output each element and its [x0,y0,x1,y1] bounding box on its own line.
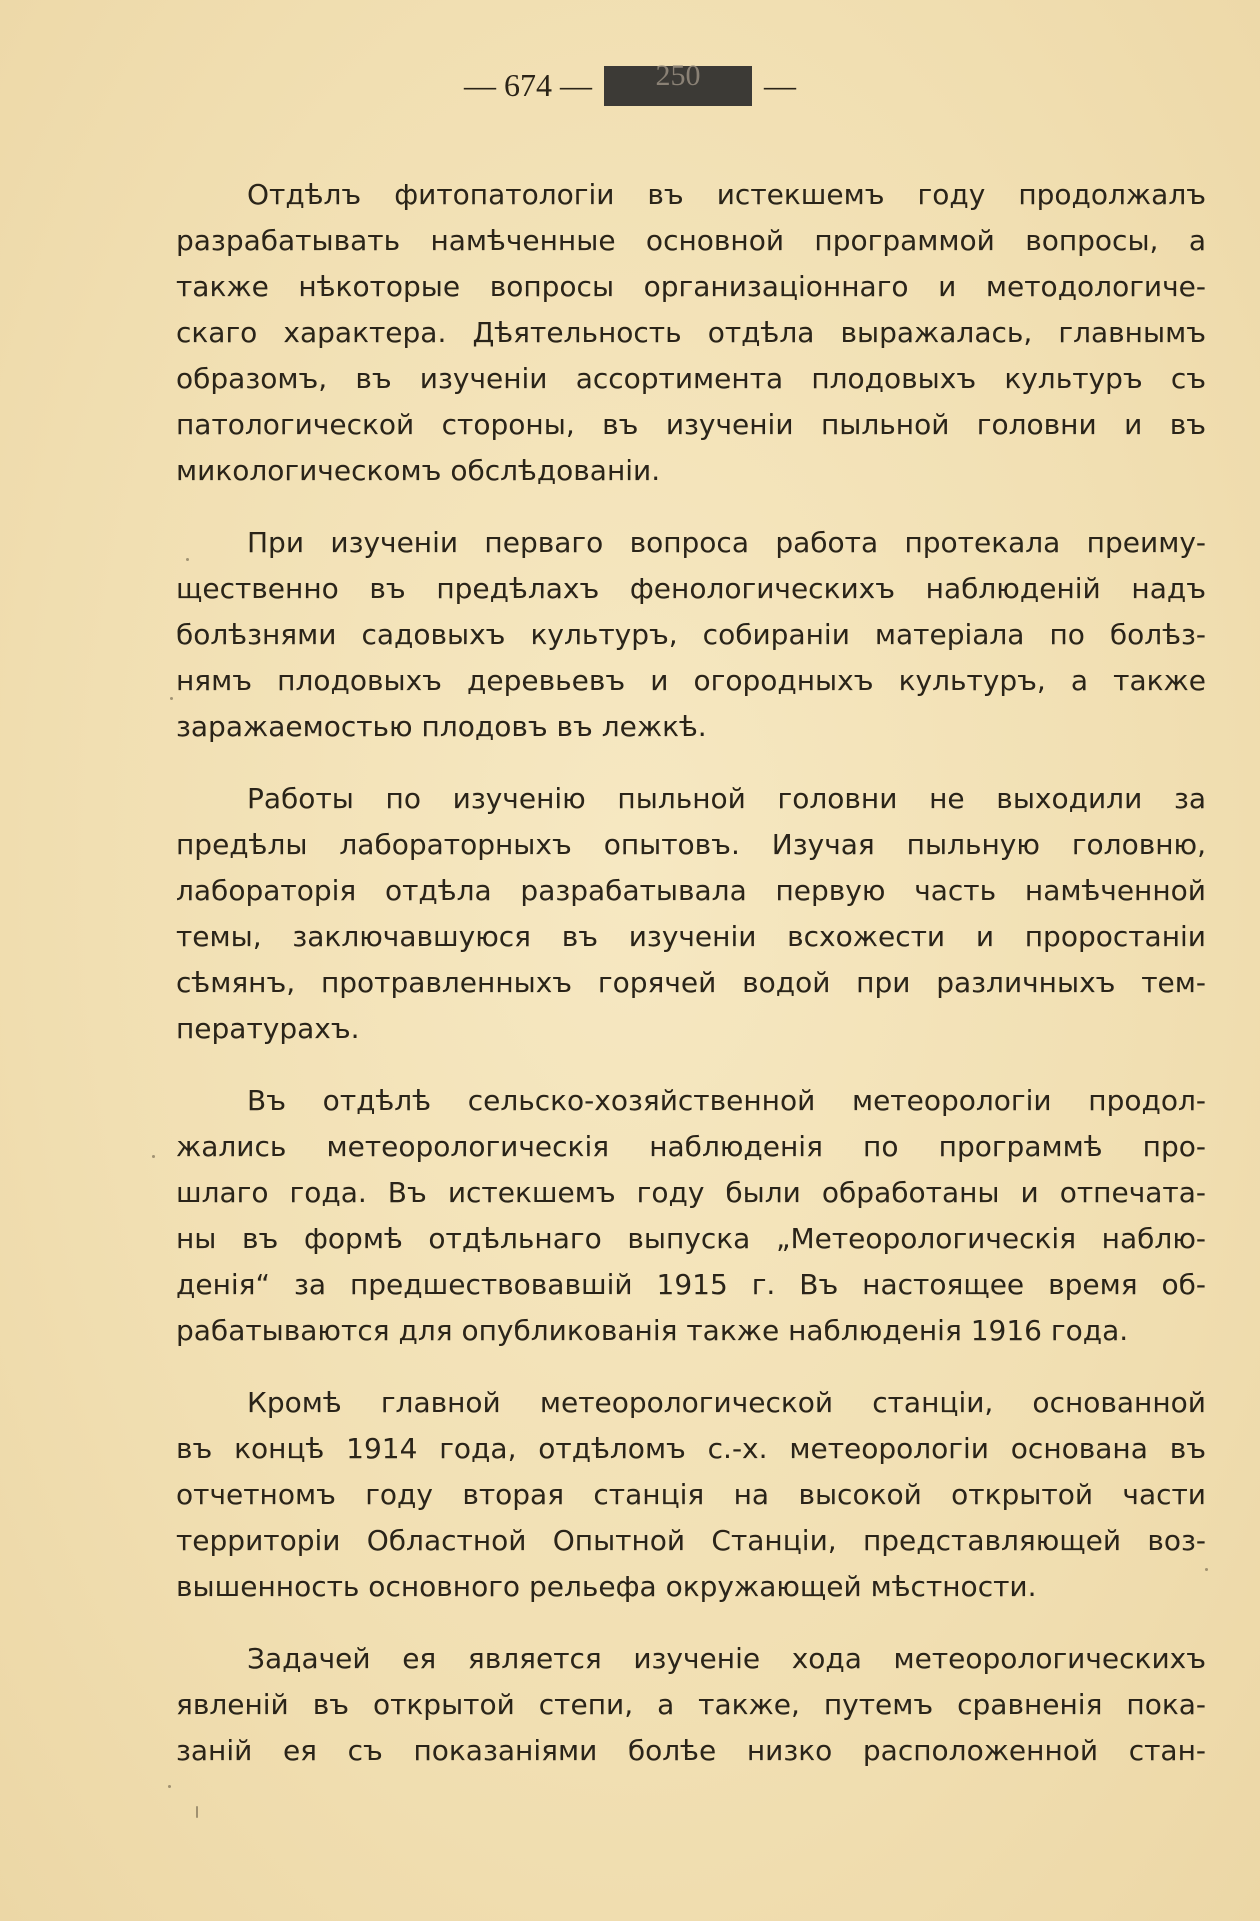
text-line: заній ея съ показаніями болѣе низко расположенной стан- [176,1734,1206,1767]
body-text [176,172,1206,1800]
text-line: болѣзнями садовыхъ культуръ, собираніи матеріала по болѣз- [176,618,1206,651]
paragraph-task [176,1636,1206,1774]
text-line: также нѣкоторые вопросы организаціоннаго и методологиче- [176,270,1206,303]
text-line: территоріи Областной Опытной Станціи, представляющей воз- [176,1524,1206,1557]
text-line: микологическомъ обслѣдованіи. [176,454,661,487]
paragraph-smut-research [176,776,1206,1052]
text-line: Кромѣ главной метеорологической станціи, основанной [247,1386,1206,1419]
text-line: образомъ, въ изученіи ассортимента плодовыхъ культуръ съ [176,362,1206,395]
text-line: разрабатывать намѣченные основной программой вопросы, а [176,224,1206,257]
header-dash: — [764,67,796,104]
text-line: пературахъ. [176,1012,360,1045]
text-line: При изученіи перваго вопроса работа протекала преиму- [247,526,1206,559]
text-line: Въ отдѣлѣ сельско-хозяйственной метеорологіи продол- [247,1084,1206,1117]
text-line: предѣлы лабораторныхъ опытовъ. Изучая пыльную головню, [176,828,1206,861]
text-line: явленій въ открытой степи, а также, путемъ сравненія пока- [176,1688,1206,1721]
text-line: темы, заключавшуюся въ изученіи всхожести и проростаніи [176,920,1206,953]
paragraph-stations [176,1380,1206,1610]
text-line: денія“ за предшествовавшій 1915 г. Въ настоящее время об- [176,1268,1206,1301]
page-header [0,58,1260,114]
text-line: отчетномъ году вторая станція на высокой открытой части [176,1478,1206,1511]
text-line: заражаемостью плодовъ въ лежкѣ. [176,710,707,743]
text-line: Работы по изученію пыльной головни не выходили за [247,782,1206,815]
text-line: нямъ плодовыхъ деревьевъ и огородныхъ культуръ, а также [176,664,1206,697]
text-line: сѣмянъ, протравленныхъ горячей водой при различныхъ тем- [176,966,1206,999]
paper-speck [196,1806,198,1818]
text-line: Задачей ея является изученіе хода метеорологическихъ [247,1642,1206,1675]
text-line: Отдѣлъ фитопатологіи въ истекшемъ году продолжалъ [247,178,1206,211]
text-line: жались метеорологическія наблюденія по программѣ про- [176,1130,1206,1163]
paper-speck [170,697,173,700]
paper-speck [186,558,189,561]
text-line: шлаго года. Въ истекшемъ году были обработаны и отпечата- [176,1176,1206,1209]
page-number: — 674 — [464,67,592,104]
old-page-number: 250 [655,58,701,92]
paragraph-first-question [176,520,1206,750]
text-line: скаго характера. Дѣятельность отдѣла выражалась, главнымъ [176,316,1206,349]
paragraph-meteorology [176,1078,1206,1354]
struck-old-page-number [604,58,752,106]
paragraph-phytopathology [176,172,1206,494]
text-line: щественно въ предѣлахъ фенологическихъ наблюденій надъ [176,572,1206,605]
text-line: лабораторія отдѣла разрабатывала первую часть намѣченной [176,874,1206,907]
text-line: ны въ формѣ отдѣльнаго выпуска „Метеорологическія наблю- [176,1222,1206,1255]
paper-speck [1205,1568,1208,1571]
text-line: рабатываются для опубликованія также наблюденія 1916 года. [176,1314,1129,1347]
text-line: вышенность основного рельефа окружающей мѣстности. [176,1570,1037,1603]
paper-speck [168,1785,171,1788]
paper-speck [152,1155,155,1158]
text-line: патологической стороны, въ изученіи пыльной головни и въ [176,408,1206,441]
text-line: въ концѣ 1914 года, отдѣломъ с.-х. метеорологіи основана въ [176,1432,1206,1465]
